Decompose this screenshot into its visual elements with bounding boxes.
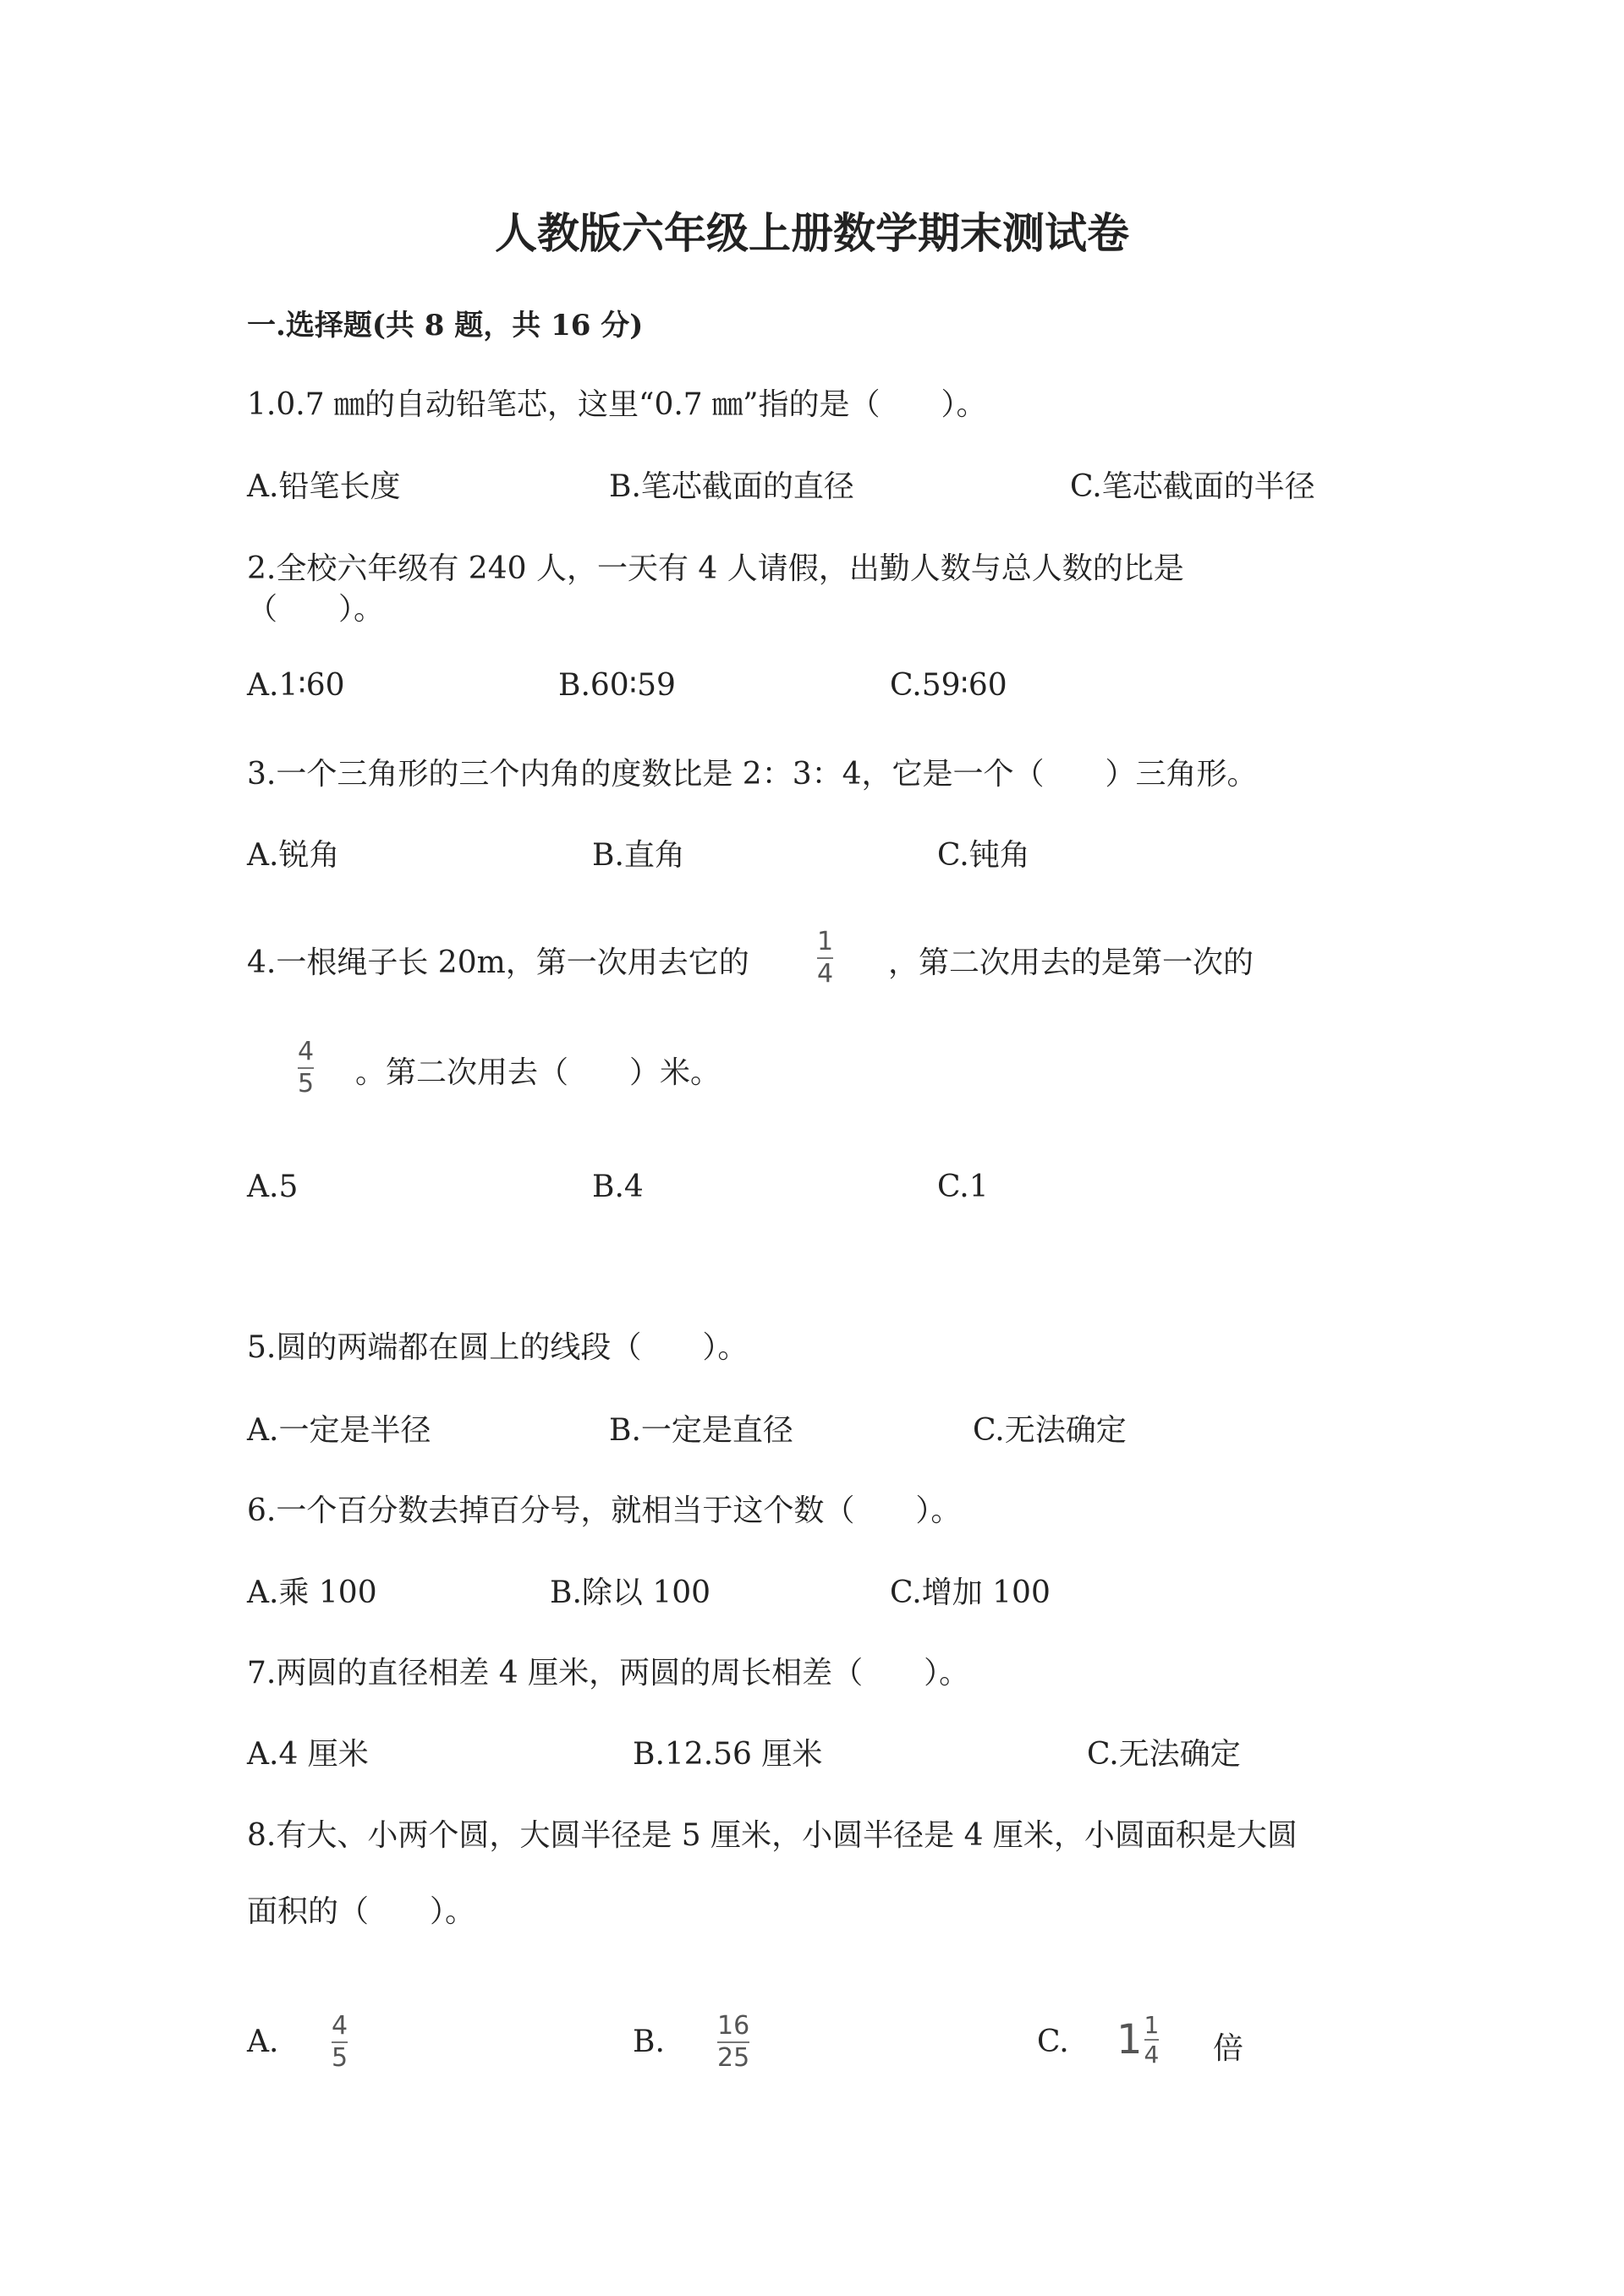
question-3: 3.一个三角形的三个内角的度数比是 2：3：4，它是一个（ ）三角形。 — [247, 757, 1258, 792]
question-6: 6.一个百分数去掉百分号，就相当于这个数（ ）。 — [247, 1493, 962, 1528]
question-4-part1: 4.一根绳子长 20m，第一次用去它的 — [247, 945, 749, 980]
question-1: 1.0.7 ㎜的自动铅笔芯，这里“0.7 ㎜”指的是（ ）。 — [247, 387, 987, 422]
q5-option-c: C.无法确定 — [973, 1413, 1127, 1448]
q1-option-a: A.铅笔长度 — [247, 469, 401, 504]
q5-option-b: B.一定是直径 — [609, 1413, 793, 1448]
denominator: 5 — [332, 2042, 348, 2073]
page-title: 人教版六年级上册数学期末测试卷 — [495, 208, 1129, 258]
q6-option-b: B.除以 100 — [550, 1575, 711, 1610]
q3-option-b: B.直角 — [592, 838, 685, 873]
denominator: 25 — [717, 2042, 750, 2073]
q8-option-c-label: C. — [1037, 2025, 1069, 2059]
q7-option-a: A.4 厘米 — [247, 1737, 369, 1772]
q8-option-c-suffix: 倍 — [1213, 2031, 1244, 2066]
q8-option-a-label: A. — [247, 2025, 279, 2059]
denominator: 4 — [817, 958, 834, 989]
q8-option-a-fraction — [332, 2013, 348, 2071]
question-2-line1: 2.全校六年级有 240 人，一天有 4 人请假，出勤人数与总人数的比是 — [247, 551, 1184, 586]
question-4-part3: 。第二次用去（ ）米。 — [355, 1055, 721, 1090]
section-heading: 一.选择题(共 8 题，共 16 分) — [247, 309, 644, 342]
question-7: 7.两圆的直径相差 4 厘米，两圆的周长相差（ ）。 — [247, 1656, 970, 1690]
q3-option-c: C.钝角 — [937, 838, 1030, 873]
numerator: 16 — [717, 2011, 750, 2041]
q2-option-a: A.1∶60 — [247, 668, 345, 703]
q6-option-a: A.乘 100 — [247, 1575, 377, 1610]
question-5: 5.圆的两端都在圆上的线段（ ）。 — [247, 1330, 749, 1365]
question-2-line2: （ ）。 — [247, 592, 385, 627]
fraction-part — [1144, 2013, 1160, 2068]
q5-option-a: A.一定是半径 — [247, 1413, 431, 1448]
q2-option-c: C.59∶60 — [890, 668, 1007, 703]
q4-option-c: C.1 — [937, 1170, 989, 1204]
q7-option-c: C.无法确定 — [1087, 1737, 1241, 1772]
q8-option-b-label: B. — [633, 2025, 665, 2059]
q8-option-b-fraction — [717, 2013, 749, 2071]
q1-option-b: B.笔芯截面的直径 — [609, 469, 854, 504]
q4-fraction-four-fifths — [298, 1038, 314, 1097]
q4-option-b: B.4 — [592, 1170, 644, 1204]
whole-part: 1 — [1116, 2016, 1143, 2064]
numerator: 1 — [817, 927, 834, 956]
q3-option-a: A.锐角 — [247, 838, 340, 873]
q1-option-c: C.笔芯截面的半径 — [1070, 469, 1315, 504]
question-8-line1: 8.有大、小两个圆，大圆半径是 5 厘米，小圆半径是 4 厘米，小圆面积是大圆 — [247, 1818, 1298, 1853]
question-8-line2: 面积的（ ）。 — [247, 1894, 476, 1929]
q8-option-c-mixed-number — [1116, 2013, 1159, 2068]
question-4-part2: ，第二次用去的是第一次的 — [888, 945, 1254, 980]
q6-option-c: C.增加 100 — [890, 1575, 1051, 1610]
q7-option-b: B.12.56 厘米 — [633, 1737, 823, 1772]
numerator: 1 — [1144, 2011, 1160, 2039]
denominator: 4 — [1144, 2041, 1160, 2069]
q4-option-a: A.5 — [247, 1170, 299, 1204]
q2-option-b: B.60∶59 — [558, 668, 676, 703]
denominator: 5 — [298, 1068, 315, 1099]
q4-fraction-one-quarter — [817, 929, 833, 987]
numerator: 4 — [298, 1037, 315, 1066]
numerator: 4 — [332, 2011, 348, 2041]
